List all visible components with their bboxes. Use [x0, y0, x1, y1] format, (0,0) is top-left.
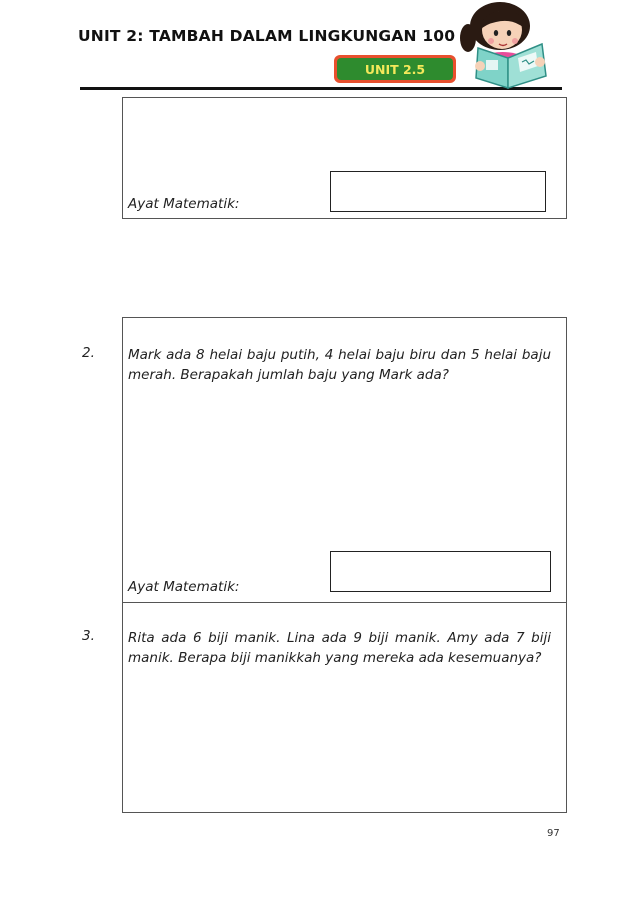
- answer-field[interactable]: [330, 551, 551, 592]
- answer-label: Ayat Matematik:: [128, 196, 240, 212]
- unit-badge-label: UNIT 2.5: [337, 58, 453, 80]
- unit-badge: [334, 55, 456, 83]
- girl-reading-book-icon: [452, 0, 552, 90]
- page-title: UNIT 2: TAMBAH DALAM LINGKUNGAN 100: [78, 27, 456, 45]
- answer-field[interactable]: [330, 171, 546, 212]
- page-number: 97: [547, 828, 560, 839]
- answer-label: Ayat Matematik:: [128, 579, 240, 595]
- question-text: Mark ada 8 helai baju putih, 4 helai baju biru dan 5 helai baju merah. Berapakah jumlah baju yang Mark ada?: [128, 347, 551, 383]
- question-text: Rita ada 6 biji manik. Lina ada 9 biji manik. Amy ada 7 biji manik. Berapa biji manikkah yang mereka ada kesemuanya?: [128, 630, 551, 666]
- question-number: 3.: [82, 628, 95, 644]
- question-number: 2.: [82, 345, 95, 361]
